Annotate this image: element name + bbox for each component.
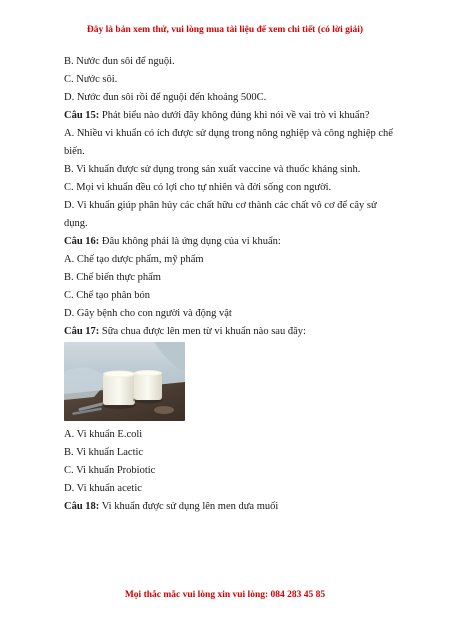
q17-option-c: C. Vi khuẩn Probiotic — [64, 465, 156, 476]
q17-option-d: D. Vi khuẩn acetic — [64, 483, 142, 494]
q15-option-c: C. Mọi vi khuẩn đều có lợi cho tự nhiên và đời sống con người. — [64, 182, 332, 193]
question-17 — [64, 323, 398, 341]
q16-option-a: A. Chế tạo dược phẩm, mỹ phẩm — [64, 254, 204, 265]
question-label: Câu 15: — [64, 110, 100, 121]
q17-option-a: A. Vi khuẩn E.coli — [64, 429, 143, 440]
q16-option-c: C. Chế tạo phân bón — [64, 290, 151, 301]
document-body — [64, 53, 398, 516]
question-text: Phát biểu nào dưới đây không đúng khi nói về vai trò vi khuẩn? — [99, 110, 370, 121]
question-15 — [64, 107, 398, 125]
question-text: Vi khuẩn được sử dụng lên men dưa muối — [99, 501, 279, 512]
option-line: B. Nước đun sôi để nguội. — [64, 56, 175, 67]
preview-notice: Đây là bản xem thử, vui lòng mua tài liệu để xem chi tiết (có lời giải) — [86, 25, 364, 35]
option-line: D. Nước đun sôi rồi để nguội đến khoảng 500C. — [64, 92, 267, 103]
question-label: Câu 17: — [64, 326, 100, 337]
question-label: Câu 16: — [64, 236, 100, 247]
q16-option-d: D. Gây bệnh cho con người và động vật — [64, 308, 232, 319]
q15-option-b: B. Vi khuẩn được sử dụng trong sản xuất vaccine và thuốc kháng sinh. — [64, 164, 361, 175]
question-label: Câu 18: — [64, 501, 100, 512]
yogurt-jars-photo — [64, 342, 185, 421]
question-18 — [64, 498, 398, 516]
question-16 — [64, 233, 398, 251]
contact-footer: Mọi thắc mắc vui lòng xin vui lòng: 084 283 45 85 — [124, 590, 326, 600]
q17-option-b: B. Vi khuẩn Lactic — [64, 447, 144, 458]
q16-option-b: B. Chế biến thực phẩm — [64, 272, 161, 283]
q15-option-d: D. Vi khuẩn giúp phân hủy các chất hữu cơ thành các chất vô cơ để cây sử dụng. — [64, 200, 377, 229]
question-text: Đâu không phải là ứng dụng của vi khuẩn: — [99, 236, 281, 247]
question-text: Sữa chua được lên men từ vi khuẩn nào sau đây: — [99, 326, 306, 337]
option-line: C. Nước sôi. — [64, 74, 118, 85]
q15-option-a: A. Nhiều vi khuẩn có ích được sử dụng trong nông nghiệp và công nghiệp chế biến. — [64, 128, 393, 157]
